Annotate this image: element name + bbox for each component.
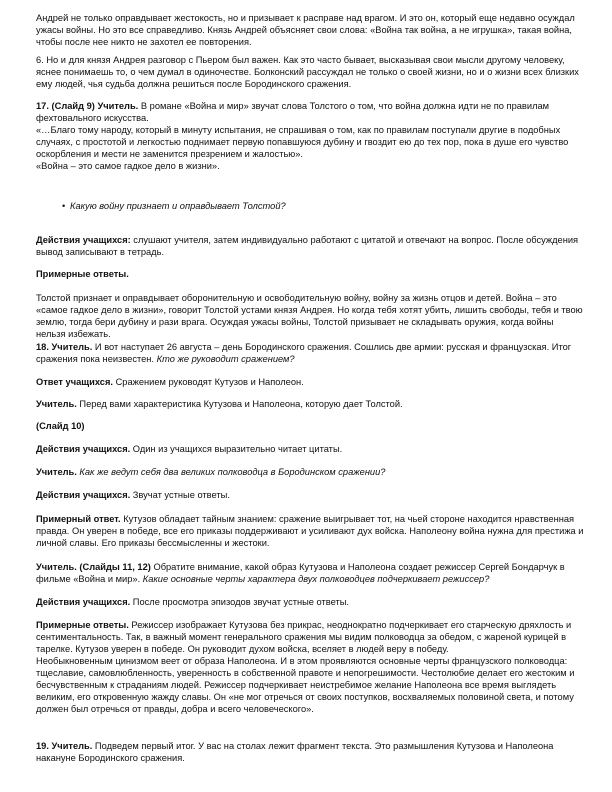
paragraph-lead: Примерный ответ. (36, 514, 121, 524)
paragraph-text: И вот наступает 26 августа – день Бородинского сражения. Сошлись две армии: русская и французская. Итог сражения пока неизвестен. (36, 342, 572, 364)
paragraph-sample-answer (36, 513, 584, 549)
paragraph-text: После просмотра эпизодов звучат устные ответы. (130, 597, 350, 607)
paragraph-19-summary (36, 740, 584, 764)
paragraph-slides-11-12 (36, 561, 584, 585)
paragraph-student-actions-2 (36, 443, 584, 455)
paragraph-text: Толстой признает и оправдывает оборонительную и освободительную войну, войну за жизнь отцов и детей. Война – это «самое гадкое дело в жизни», говорит Толстой устами князя Андрея. Но когда тебя хотят убить, лишить свободы, тебя и твою землю, тогда бери дубину и рази врага. Осуждая ужасы войны, Толстой призывает не складывать оружия, когда войны нельзя избежать. (36, 293, 583, 339)
paragraph-student-actions-3 (36, 489, 584, 501)
paragraph-student-actions-1 (36, 234, 584, 258)
paragraph-text: Звучат устные ответы. (130, 490, 230, 500)
paragraph-lead: 19. Учитель. (36, 741, 93, 751)
section-lead: 17. (Слайд 9) Учитель. (36, 101, 139, 111)
paragraph-text: слушают учителя, затем индивидуально работают с цитатой и отвечают на вопрос. После обсуждения вывод записывают в тетрадь. (36, 235, 579, 257)
paragraph-text: Один из учащихся выразительно читает цитаты. (130, 444, 343, 454)
bullet-text: Какую войну признает и оправдывает Толстой? (70, 201, 286, 211)
bullet-icon: • (62, 201, 66, 211)
paragraph-lead: Учитель. (36, 399, 77, 409)
paragraph-text: Подведем первый итог. У вас на столах лежит фрагмент текста. Это размышления Кутузова и Наполеона накануне Бородинского сражения. (36, 741, 554, 763)
paragraph-teacher-question (36, 466, 584, 478)
paragraph-teacher-characteristic (36, 398, 584, 410)
paragraph-text: 6. Но и для князя Андрея разговор с Пьером был важен. Как это часто бывает, высказывая свои мысли другому человеку, яснее понимаешь то, о чем думал в одиночестве. Болконский рассуждал не только о своей жизни, но и о жизни всех близких ему людей, чья судьба должна решиться после Бородинского сражения. (36, 55, 579, 89)
paragraph-question: Как же ведут себя два великих полководца в Бородинском сражении? (76, 467, 386, 477)
paragraph-lead: Действия учащихся: (36, 235, 131, 245)
paragraph-lead: Учитель. (36, 467, 77, 477)
paragraph-lead: 18. Учитель. (36, 342, 93, 352)
paragraph-lead: Действия учащихся. (36, 444, 131, 454)
section-text: В романе «Война и мир» звучат слова Толстого о том, что война должна идти не по правилам фехтовального искусства. (36, 101, 550, 123)
paragraph-text: Перед вами характеристика Кутузова и Наполеона, которую дает Толстой. (76, 399, 403, 409)
paragraph-text: Обратите внимание, какой образ Кутузова и Наполеона создает режиссер Сергей Бондарчук в фильме «Война и мир». (36, 562, 565, 584)
paragraph-andrey-cruelty (36, 12, 584, 48)
paragraph-student-actions-4 (36, 596, 584, 608)
war-quote: «Война – это самое гадкое дело в жизни». (36, 161, 220, 171)
paragraph-lead: Ответ учащихся. (36, 377, 113, 387)
paragraph-napoleon-text: Необыкновенным цинизмом веет от образа Наполеона. И в этом проявляются основные черты французского полководца: тщеславие, самовлюбленность, уверенность в собственной правоте и непогрешимости. Честолюбие делает его жестоким и бесчувственным к страданиям людей. Режиссер подчеркивает неистребимое желание Наполеона все время выглядеть великим, его откровенную жажду славы. Он «не мог отречься от своих поступков, восхваляемых половиной света, и потому должен был отречься от правды, добра и всего человеческого». (36, 656, 575, 714)
paragraph-student-answer (36, 376, 584, 388)
paragraph-lead: Действия учащихся. (36, 597, 131, 607)
heading-sample-answers: Примерные ответы. (36, 269, 129, 279)
paragraph-text: Режиссер изображает Кутузова без прикрас, неоднократно подчеркивает его старческую дряхлость и сентиментальность. Так, в важный момент генерального сражения мы видим полководца за обедом, с жареной курицей в тарелке. Кутузов уверен в победе. Он руководит духом войска, вселяет в людей веру в победу. (36, 620, 572, 654)
section-17 (36, 100, 584, 172)
paragraph-lead: Действия учащихся. (36, 490, 131, 500)
paragraph-tolstoy-war (36, 292, 584, 340)
paragraph-lead: Учитель. (Слайды 11, 12) (36, 562, 151, 572)
paragraph-text: Андрей не только оправдывает жестокость, но и призывает к расправе над врагом. И это он, который еще недавно осуждал ужасы войны. Но это все справедливо. Князь Андрей объясняет свои слова: «Война так война, а не игрушка», такая война, чтобы после нее никто не захотел ее повторения. (36, 13, 575, 47)
bullet-question (62, 200, 580, 212)
paragraph-question: Какие основные черты характера двух полководцев подчеркивает режиссер? (140, 574, 490, 584)
paragraph-18-borodino (36, 341, 584, 365)
paragraph-text: Сражением руководят Кутузов и Наполеон. (112, 377, 304, 387)
paragraph-6-conversation (36, 54, 584, 90)
paragraph-text: Кутузов обладает тайным знанием: сражение выигрывает тот, на чьей стороне находится нравственная правда. Он уверен в победе, все его приказы поддерживают и усиливают дух войска. Наполеону война нужна для престижа и личной славы. Его приказы бессмысленны и жестоки. (36, 514, 584, 548)
slide-10-label: (Слайд 10) (36, 421, 85, 431)
paragraph-question: Кто же руководит сражением? (154, 354, 295, 364)
paragraph-lead: Примерные ответы. (36, 620, 129, 630)
tolstoy-quote: «…Благо тому народу, который в минуту испытания, не спрашивая о том, как по правилам поступали другие в подобных случаях, с простотой и легкостью поднимает первую попавшуюся дубину и гвоздит ею до тех пор, пока в душе его чувство оскорбления и мести не заменится презрением и жалостью». (36, 125, 569, 159)
paragraph-sample-answers-film (36, 619, 584, 715)
